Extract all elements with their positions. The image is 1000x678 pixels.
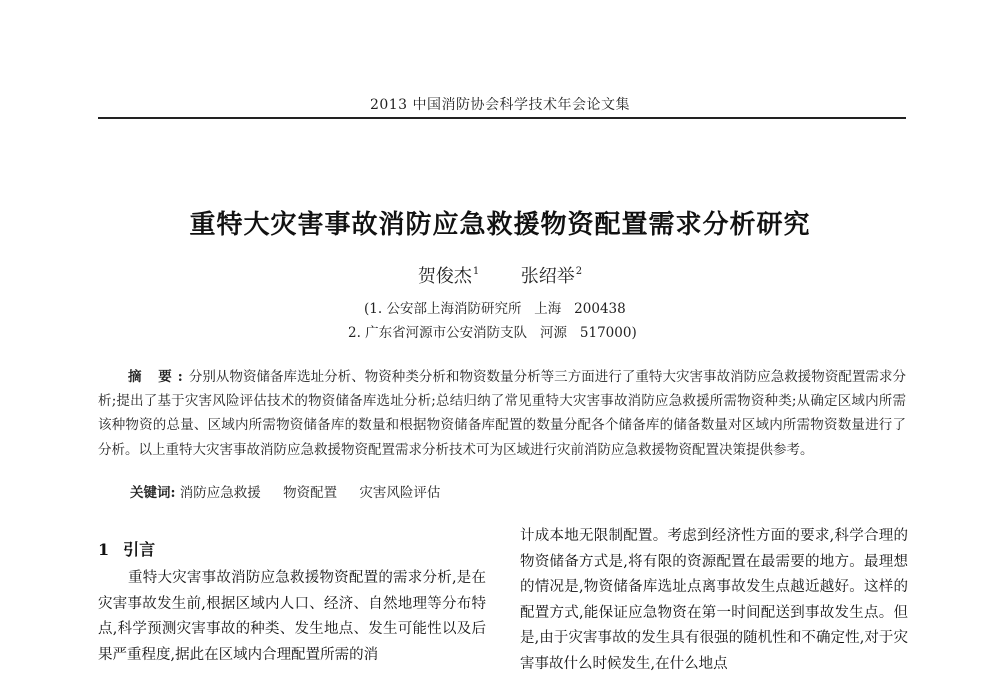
keyword: 物资配置	[283, 485, 338, 501]
author-name: 张绍举	[520, 266, 575, 287]
abstract-label: 摘 要:	[128, 369, 189, 385]
section-heading	[98, 537, 155, 560]
keyword: 消防应急救援	[179, 485, 261, 501]
author-affil-mark: 1	[472, 266, 480, 277]
abstract-text: 分别从物资储备库选址分析、物资种类分析和物资数量分析等三方面进行了重特大灾害事故消防应急救援物资配置需求分析;提出了基于灾害风险评估技术的物资储备库选址分析;总结归纳了常见重特大灾害事故消防应急救援所需物资种类;从确定区域内所需该种物资的总量、区域内所需物资储备库的数量和根据物资储备库配置的数量分配各个储备库的储备数量对区域内所需物资数量进行了分析。以上重特大灾害事故消防应急救援物资配置需求分析技术可为区域进行灾前消防应急救援物资配置决策提供参考。	[98, 369, 906, 458]
header-rule	[98, 117, 906, 119]
keywords-label: 关键词:	[130, 485, 176, 501]
abstract	[98, 365, 906, 462]
affiliation-2: 2. 广东省河源市公安消防支队 河源 517000)	[348, 325, 637, 341]
body-column-right: 计成本地无限制配置。考虑到经济性方面的要求,科学合理的物资储备方式是,将有限的资源配置在最需要的地方。最理想的情况是,物资储备库选址点离事故发生点越近越好。这样的配置方式,能保证应急物资在第一时间配送到事故发生点。但是,由于灾害事故的发生具有很强的随机性和不确定性,对于灾害事故什么时候发生,在什么地点	[520, 528, 908, 672]
section-title: 引言	[123, 540, 156, 559]
author-affil-mark: 2	[575, 266, 583, 277]
keywords	[130, 481, 458, 501]
section-number: 1	[98, 540, 110, 559]
body-column-left: 重特大灾害事故消防应急救援物资配置的需求分析,是在灾害事故发生前,根据区域内人口、经济、自然地理等分布特点,科学预测灾害事故的种类、发生地点、发生可能性以及后果严重程度,据此在区域内合理配置所需的消	[98, 570, 486, 663]
running-head: 2013 中国消防协会科学技术年会论文集	[369, 97, 631, 113]
affiliation-1: (1. 公安部上海消防研究所 上海 200438	[364, 301, 626, 317]
author-name: 贺俊杰	[417, 266, 472, 287]
keyword: 灾害风险评估	[359, 485, 441, 501]
paper-title: 重特大灾害事故消防应急救援物资配置需求分析研究	[189, 210, 811, 240]
author-line	[0, 262, 1000, 288]
